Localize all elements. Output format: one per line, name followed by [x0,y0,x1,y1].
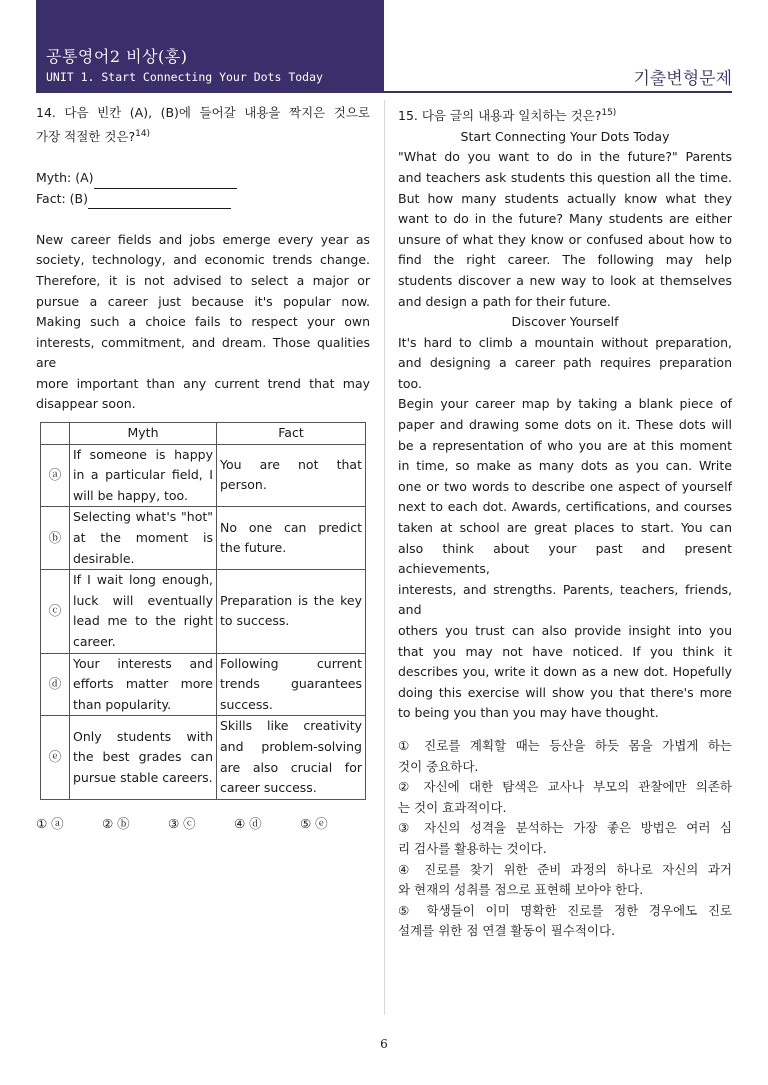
table-header-row [41,423,366,445]
row-label: ⓔ [41,716,70,799]
passage-line: describes you, write it down as a new dot. Hopefully [398,664,732,680]
q14-passage [36,230,370,415]
fact-blank-line: Fact: (B) [36,189,370,210]
answer-option-4[interactable]: ④ 진로를 찾기 위한 준비 과정의 하나로 자신의 과거 와 현재의 성취를 점으로 표현해 보아야 한다. [398,861,732,898]
passage-line: want to do in the future? Many students are either [398,211,732,227]
question-15 [398,103,732,942]
section-subtitle: Discover Yourself [511,314,619,330]
table-row [41,570,366,653]
passage-line: "What do you want to do in the future?" Parents [398,149,732,165]
blank-a [94,174,237,189]
passage-line: one or two words to describe one aspect of yourself [398,478,732,494]
answer-option-5[interactable]: ⑤ 학생들이 이미 명확한 진로를 정한 경우에도 진로 설계를 위한 점 연결 활동이 필수적이다. [398,902,732,939]
page-number: 6 [380,1037,388,1051]
row-label: ⓓ [41,653,70,716]
passage-line: Begin your career map by taking a blank piece of [398,396,732,412]
table-row [41,444,366,507]
q15-title: 15. 다음 글의 내용과 일치하는 것은?$^{15)}$ [398,108,617,124]
myth-cell: If I wait long enough, luck will eventually lead me to the right career. [70,570,217,653]
passage-line: students discover a new way to look at themselves [398,272,732,288]
passage-line: and design a path for their future. [398,293,611,309]
row-label: ⓒ [41,570,70,653]
passage-line: taken at school are great places to start. You can [398,520,732,536]
fact-header: Fact [217,423,366,445]
passage-line: It's hard to climb a mountain without preparation, [398,334,732,350]
table-row [41,507,366,570]
myth-cell: Only students with the best grades can pursue stable careers. [70,716,217,799]
table-row [41,653,366,716]
answer-choice-2[interactable]: ② ⓑ [102,816,130,831]
passage-line: Therefore, it is not advised to select a major or [36,272,370,288]
passage-line: Making such a choice fails to respect your own [36,314,370,330]
myth-header: Myth [70,423,217,445]
unit-title: UNIT 1. Start Connecting Your Dots Today [46,70,323,84]
passage-title: Start Connecting Your Dots Today [460,128,670,144]
passage-line: interests, and strengths. Parents, teachers, friends, and [398,581,732,618]
passage-line: interests, commitment, and dream. Those qualities are [36,334,370,371]
q15-paragraph-1 [398,147,732,312]
table-row [41,716,366,799]
passage-line: But how many students actually know what they [398,190,732,206]
row-label: ⓐ [41,444,70,507]
q15-answer-options [398,736,732,942]
passage-line: and designing a career path requires preparation too. [398,355,732,391]
passage-line: pursue a career just because it's popular now. [36,293,370,309]
passage-line: in time, so make as many dots as you can. Write [398,458,732,474]
q14-footnote: 14) [135,128,151,139]
myth-blank-line: Myth: (A) [36,168,370,189]
q14-answer-choices [36,814,366,832]
q14-title-line2: 가장 적절한 것은?$^{14)}$ [36,128,151,144]
myth-cell: Your interests and efforts matter more than popularity. [70,653,217,716]
passage-line: find the right career. The following may help [398,252,732,268]
answer-option-1[interactable]: ① 진로를 계획할 때는 등산을 하듯 몸을 가볍게 하는 것이 중요하다. [398,737,732,774]
myth-cell: Selecting what's "hot" at the moment is desirable. [70,507,217,570]
passage-line: unsure of what they know or confused about how to [398,231,732,247]
passage-line: others you trust can also provide insight into you [398,623,732,638]
fact-cell: No one can predict the future. [217,507,366,570]
fact-cell: You are not that person. [217,444,366,507]
answer-option-2[interactable]: ② 자신에 대한 탐색은 교사나 부모의 관찰에만 의존하 는 것이 효과적이다. [398,779,732,815]
section-category: 기출변형문제 [633,69,732,89]
passage-line: to being you than you may have thought. [398,705,659,721]
q14-title-line1: 14. 다음 빈칸 (A), (B)에 들어갈 내용을 짝지은 것으로 [36,105,370,120]
row-label: ⓑ [41,507,70,570]
passage-line: paper and drawing some dots on it. These dots will [398,417,732,433]
fact-cell: Skills like creativity and problem-solving are also crucial for career success. [217,716,366,799]
passage-line: be a representation of who you are at this moment [398,437,732,453]
column-divider [384,100,385,1015]
passage-line: disappear soon. [36,396,136,412]
answer-choice-3[interactable]: ③ ⓒ [168,816,196,831]
passage-line: more important than any current trend that may [36,375,370,391]
passage-line: New career fields and jobs emerge every year as [36,231,370,247]
myth-cell: If someone is happy in a particular field, I will be happy, too. [70,444,217,507]
answer-choice-5[interactable]: ⑤ ⓔ [300,816,328,831]
q15-paragraph-2 [398,333,732,724]
passage-line: society, technology, and economic trends change. [36,252,370,268]
fact-cell: Following current trends guarantees success. [217,653,366,716]
blank-b [88,194,231,209]
passage-line: that you may not have noticed. If you think it [398,643,732,659]
answer-choice-4[interactable]: ④ ⓓ [234,816,262,831]
fact-cell: Preparation is the key to success. [217,570,366,653]
answer-option-3[interactable]: ③ 자신의 성격을 분석하는 가장 좋은 방법은 여러 심 리 검사를 활용하는 것이다. [398,820,732,856]
passage-line: doing this exercise will show you that there's more [398,684,732,700]
header-rule [36,91,732,93]
q15-footnote: 15) [601,108,617,118]
passage-line: and teachers ask students this question all the time. [398,169,732,185]
myth-fact-table [40,422,366,800]
textbook-title: 공통영어2 비상(홍) [46,47,188,66]
passage-line: next to each dot. Awards, certifications, and courses [398,499,732,515]
answer-choice-1[interactable]: ① ⓐ [36,816,64,831]
passage-line: also think about your past and present achievements, [398,540,732,577]
question-14 [36,103,370,415]
